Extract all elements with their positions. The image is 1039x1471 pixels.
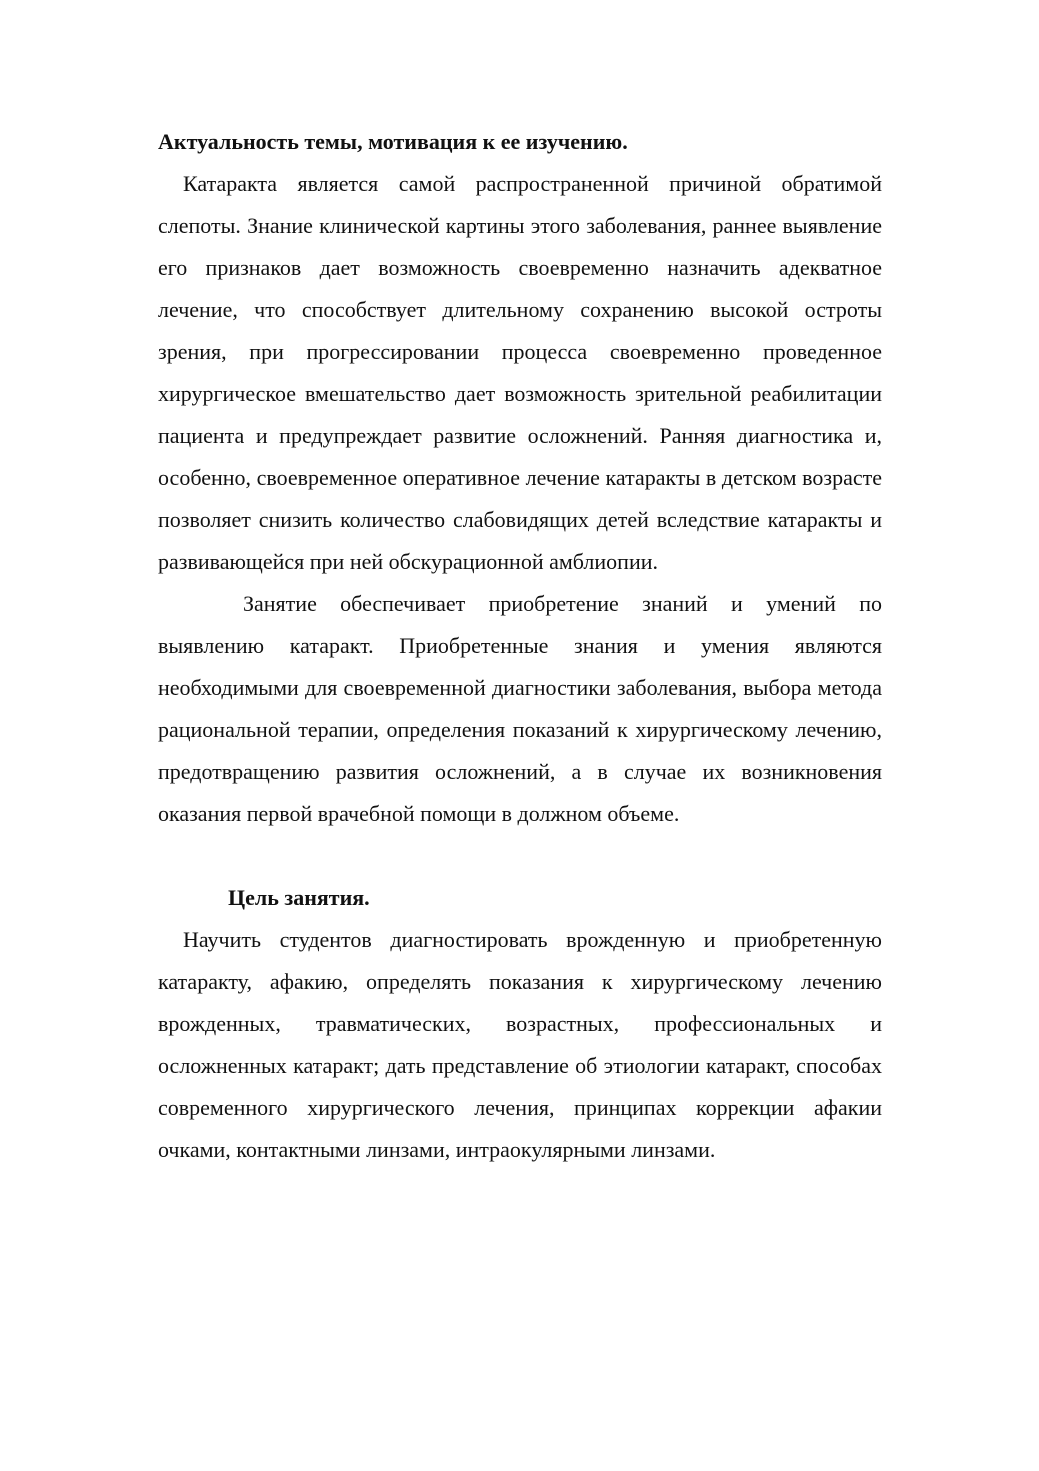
section-heading-relevance: Актуальность темы, мотивация к ее изучению. [158, 129, 628, 154]
section-spacer [158, 835, 882, 877]
relevance-paragraph-1: Катаракта является самой распространенной причиной обратимой слепоты. Знание клинической картины этого заболевания, раннее выявление его признаков дает возможность своевременно назначить адекватное лечение, что способствует длительному сохранению высокой остроты зрения, при прогрессировании процесса своевременно проведенное хирургическое вмешательство дает возможность зрительной реабилитации пациента и предупреждает развитие осложнений. Ранняя диагностика и, особенно, своевременное оперативное лечение катаракты в детском возрасте позволяет снизить количество слабовидящих детей вследствие катаракты и развивающейся при ней обскурационной амблиопии. [158, 171, 882, 574]
document-page [158, 121, 882, 1171]
relevance-paragraph-2: Занятие обеспечивает приобретение знаний и умений по выявлению катаракт. Приобретенные знания и умения являются необходимыми для своевременной диагностики заболевания, выбора метода рациональной терапии, определения показаний к хирургическому лечению, предотвращению развития осложнений, а в случае их возникновения оказания первой врачебной помощи в должном объеме. [158, 591, 882, 826]
goal-paragraph: Научить студентов диагностировать врожденную и приобретенную катаракту, афакию, определять показания к хирургическому лечению врожденных, травматических, возрастных, профессиональных и осложненных катаракт; дать представление об этиологии катаракт, способах современного хирургического лечения, принципах коррекции афакии очками, контактными линзами, интраокулярными линзами. [158, 927, 882, 1162]
section-heading-goal: Цель занятия. [228, 885, 370, 910]
